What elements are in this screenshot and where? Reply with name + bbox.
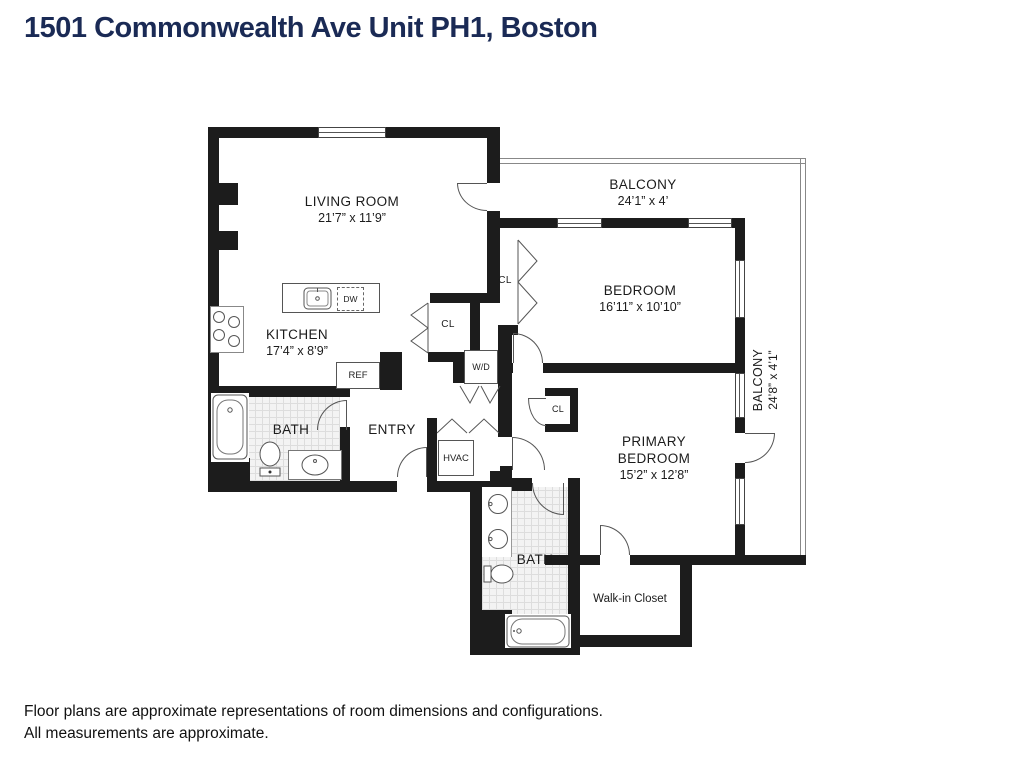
- wall: [430, 293, 498, 303]
- window: [318, 127, 386, 138]
- stove-symbol: [210, 306, 244, 353]
- balcony-top-label: BALCONY 24’1” x 4’: [609, 177, 677, 208]
- door-entry-main: [397, 447, 427, 477]
- bifold-doors-washer-dryer: [459, 385, 501, 404]
- dishwasher-label: DW: [343, 294, 358, 304]
- bifold-doors-hvac: [436, 418, 500, 434]
- window: [735, 373, 745, 418]
- wall: [735, 463, 745, 478]
- balcony-right-rail: [800, 158, 806, 565]
- door-primary-bedroom: [512, 437, 545, 470]
- door-walkin-closet: [600, 525, 630, 555]
- disclaimer-line1: Floor plans are approximate representations of room dimensions and configurations.: [24, 703, 603, 720]
- hvac-box: [438, 440, 474, 476]
- wall: [427, 430, 437, 481]
- closet-label: CL: [498, 275, 512, 286]
- wall: [543, 363, 745, 373]
- living-room-label: LIVING ROOM 21’7” x 11’9”: [304, 194, 400, 225]
- wall: [630, 555, 806, 565]
- toilet-symbol: [255, 440, 285, 478]
- wall: [545, 424, 578, 432]
- bathtub-symbol: [212, 394, 248, 460]
- chimney-niche: [219, 205, 241, 231]
- hvac-label: HVAC: [443, 452, 469, 464]
- washer-dryer-box: [464, 350, 498, 384]
- window: [557, 218, 602, 228]
- wall: [568, 635, 692, 647]
- primary-bedroom-label: PRIMARY BEDROOM 15’2” x 12’8”: [617, 434, 691, 482]
- disclaimer-line2: All measurements are approximate.: [24, 725, 269, 742]
- window: [735, 260, 745, 318]
- wall: [680, 555, 692, 647]
- page-title: 1501 Commonwealth Ave Unit PH1, Boston: [24, 12, 598, 44]
- balcony-right-label: BALCONY 24’8” x 4’1”: [751, 348, 780, 412]
- wall: [500, 363, 513, 373]
- entry-label: ENTRY: [368, 422, 416, 437]
- bath2-label: BATH: [516, 552, 554, 567]
- sink-symbol: [485, 491, 511, 517]
- washer-dryer-label: W/D: [472, 362, 490, 372]
- closet-label: CL: [551, 404, 565, 414]
- wall: [380, 352, 402, 390]
- closet-label: CL: [441, 319, 455, 330]
- island-sink-symbol: [303, 285, 333, 311]
- wall: [470, 483, 482, 615]
- door-primary-closet: [528, 398, 546, 426]
- bathtub-symbol: [506, 615, 570, 648]
- bath1-label: BATH: [272, 422, 310, 437]
- sink-symbol: [288, 450, 342, 480]
- wall: [735, 418, 745, 433]
- window: [688, 218, 732, 228]
- refrigerator-label: REF: [348, 370, 368, 381]
- kitchen-label: KITCHEN 17’4” x 8’9”: [265, 327, 329, 358]
- wall: [735, 218, 745, 260]
- wall: [487, 127, 500, 183]
- window: [735, 478, 745, 525]
- sink-symbol: [485, 526, 511, 552]
- bifold-doors-kitchen-closet: [410, 302, 429, 354]
- toilet-symbol: [483, 558, 515, 590]
- door-living-balcony: [457, 183, 487, 211]
- wall: [470, 303, 480, 352]
- dishwasher-box: [337, 287, 364, 311]
- wall: [735, 318, 745, 373]
- door-bedroom: [513, 333, 543, 363]
- walkin-closet-label: Walk-in Closet: [593, 593, 667, 605]
- balcony-top-rail: [500, 158, 806, 164]
- wall: [512, 478, 532, 491]
- bedroom-label: BEDROOM 16’11” x 10’10”: [599, 283, 681, 314]
- refrigerator-box: [336, 362, 380, 389]
- bifold-doors-bedroom-closet: [517, 239, 539, 325]
